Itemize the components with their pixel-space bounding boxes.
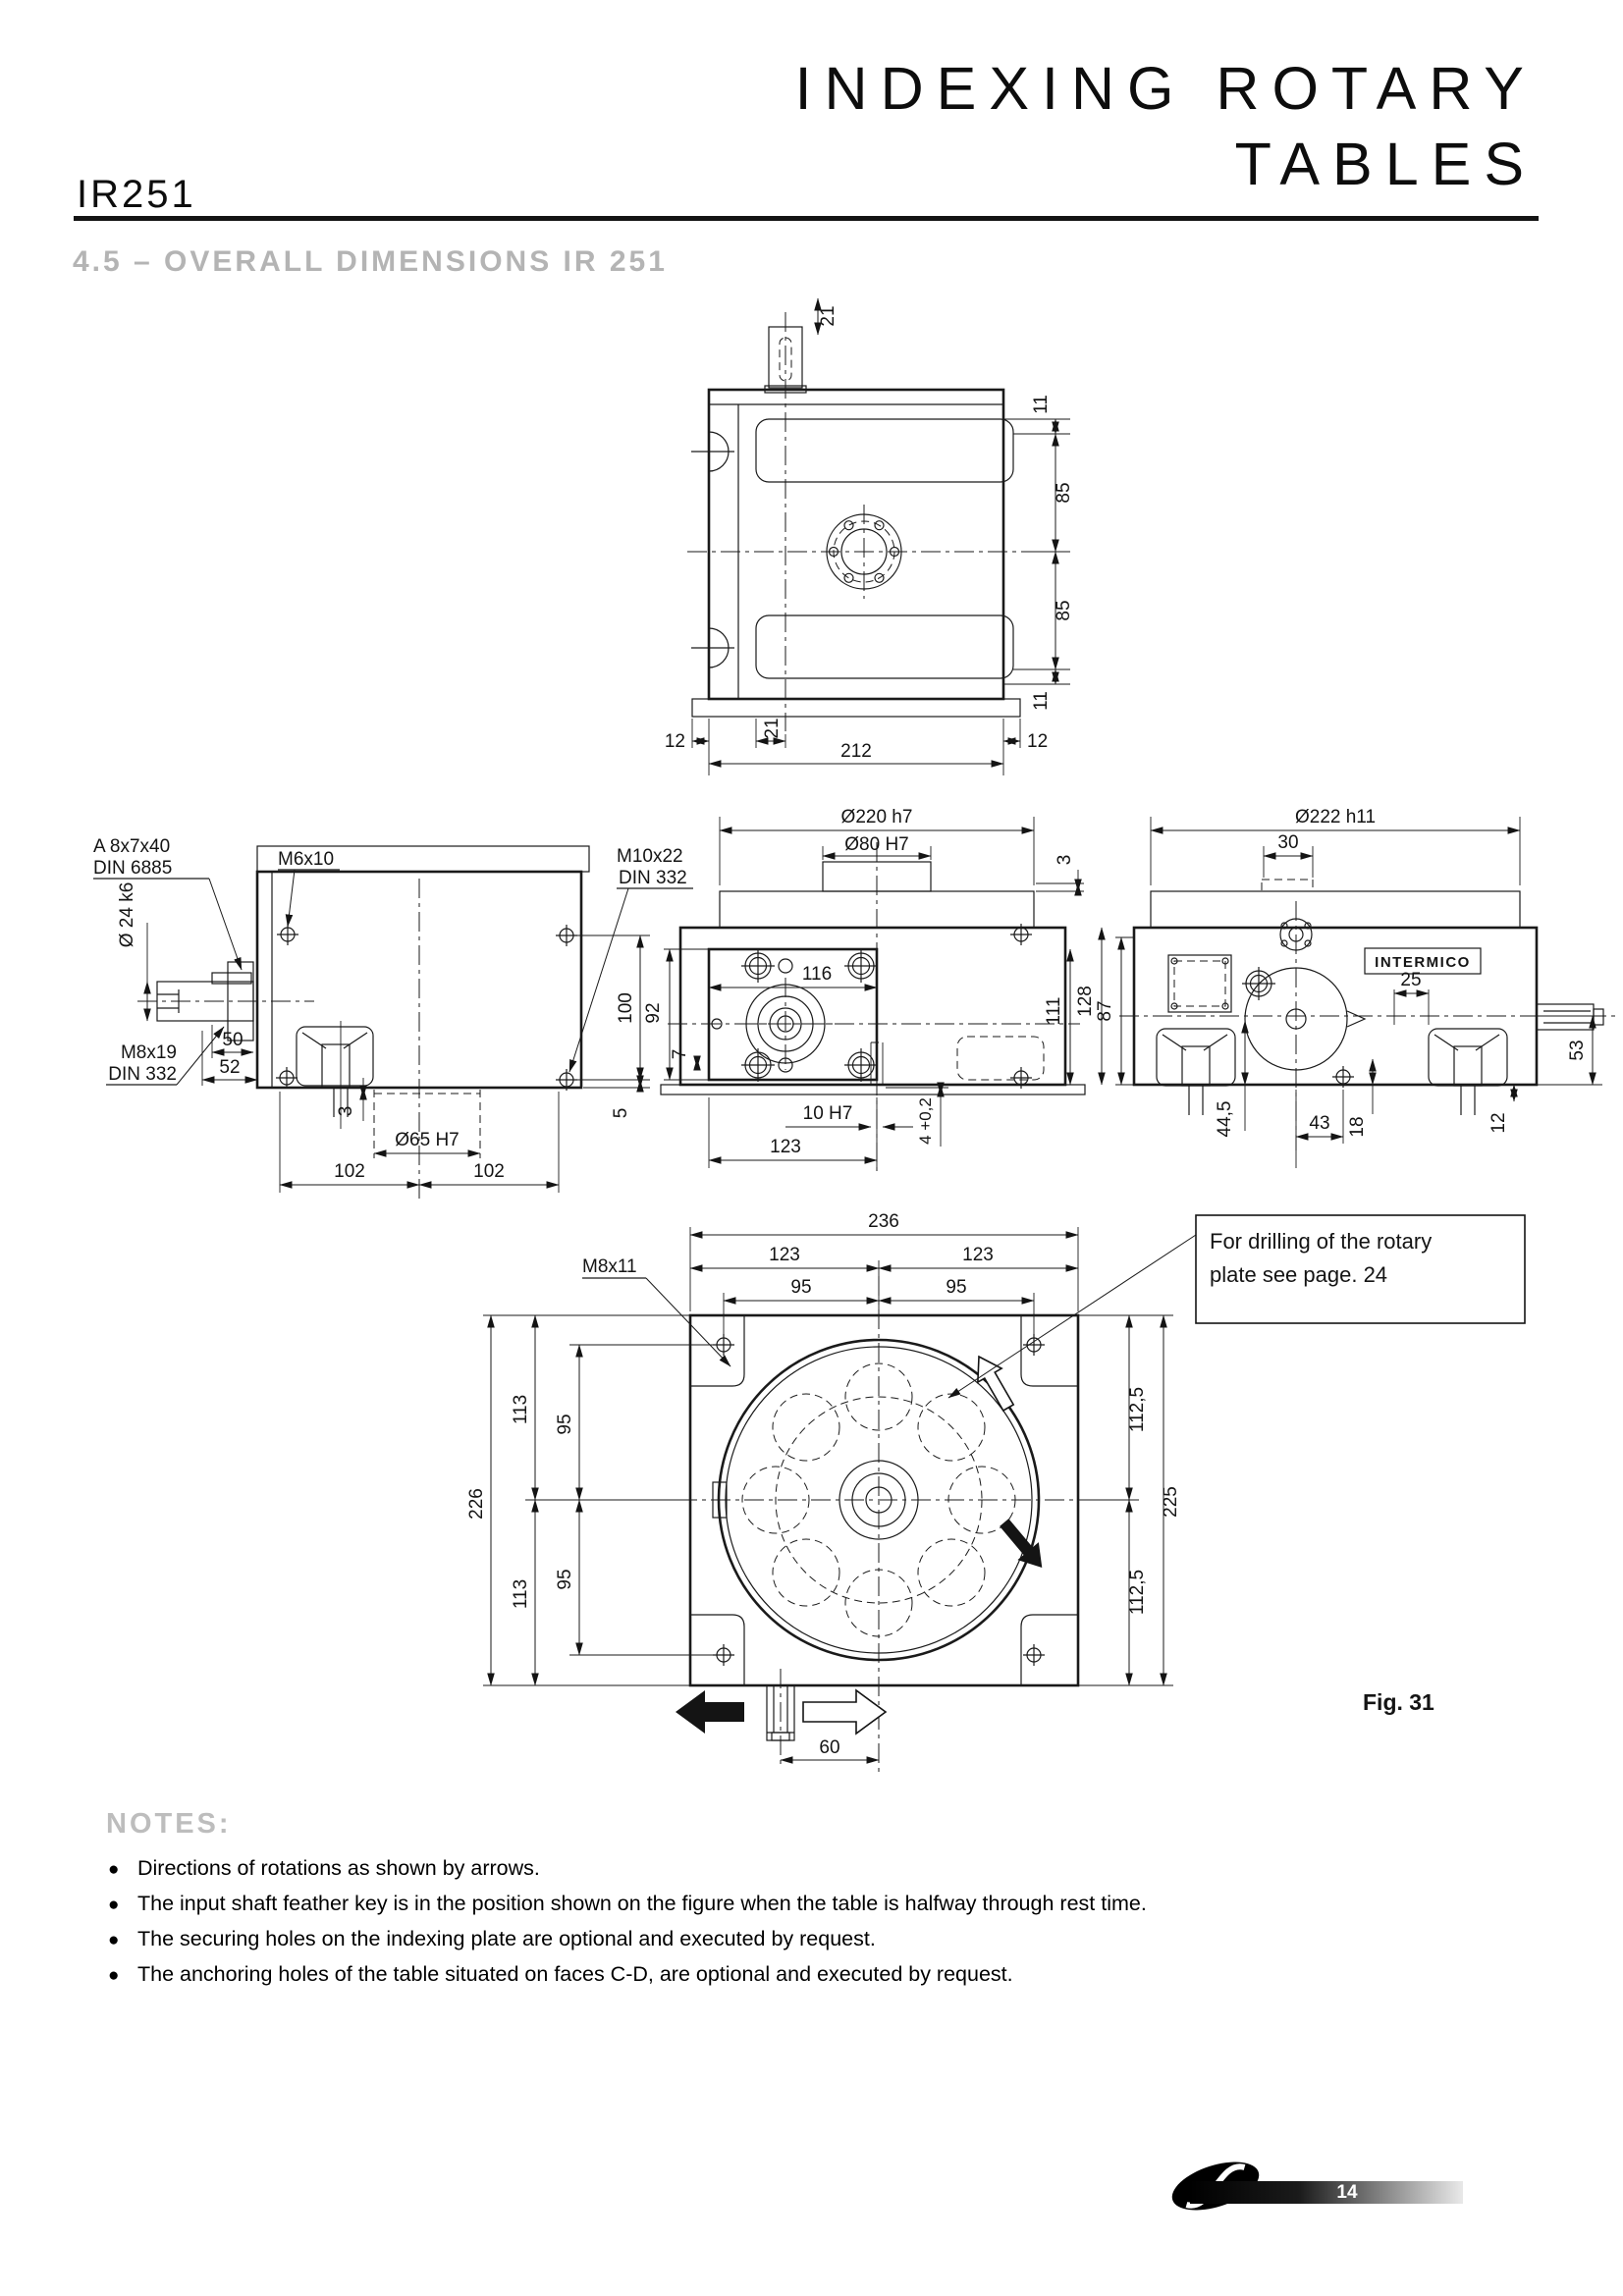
dim-label: 112,5: [1127, 1386, 1148, 1433]
thread-label: M10x22: [617, 846, 683, 867]
top-view: [665, 298, 1074, 775]
plate-view: [466, 1211, 1525, 1772]
dim-label: 111: [1044, 996, 1064, 1026]
dim-label: 5: [611, 1107, 631, 1119]
dim-label: 3: [1055, 854, 1075, 866]
screw-hole: [276, 1067, 298, 1089]
dim-label: Ø 24 k6: [117, 881, 137, 948]
notes-heading: NOTES:: [106, 1808, 232, 1840]
dim-label: 102: [473, 1161, 505, 1182]
dim-label: 53: [1567, 1040, 1588, 1061]
dim-label: 21: [818, 305, 839, 327]
dim-label: 100: [616, 992, 636, 1024]
dim-label: 52: [219, 1057, 241, 1078]
dim-label: 113: [511, 1394, 531, 1425]
dim-label: 12: [664, 731, 685, 752]
dim-label: 10 H7: [802, 1103, 853, 1124]
dim-label: Ø222 h11: [1294, 807, 1377, 828]
note-text: Directions of rotations as shown by arrows.: [137, 1856, 540, 1880]
dim-label: 11: [1031, 395, 1052, 414]
page-number: 14: [1336, 2182, 1358, 2203]
dim-label: 7: [670, 1048, 690, 1060]
dim-label: 212: [840, 741, 872, 762]
dim-label: 18: [1347, 1116, 1368, 1138]
screw-hole: [277, 924, 298, 945]
bolt-hole: [1023, 1644, 1045, 1666]
dim-label: Ø80 H7: [844, 834, 909, 855]
dim-label: 92: [643, 1002, 664, 1024]
thread-label: DIN 6885: [93, 858, 173, 879]
note-text: The anchoring holes of the table situated on faces C-D, are optional and executed by request.: [137, 1962, 1013, 1986]
dim-label: 12: [1488, 1112, 1509, 1134]
dim-label: 85: [1054, 600, 1074, 621]
note-item: [108, 1927, 1481, 1951]
callout-text-line1: For drilling of the rotary: [1210, 1229, 1433, 1254]
dim-label: 123: [769, 1245, 800, 1265]
dim-label: 95: [946, 1277, 967, 1298]
thread-label: M8x11: [582, 1256, 637, 1277]
thread-label: DIN 332: [108, 1064, 177, 1085]
dim-label: 113: [511, 1578, 531, 1610]
thread-label: M8x19: [120, 1042, 177, 1063]
direction-arrow-left: [676, 1690, 744, 1734]
dim-label: 25: [1400, 970, 1422, 990]
doc-title-line1: INDEXING ROTARY: [794, 55, 1537, 122]
bullet-icon: ●: [108, 1895, 120, 1915]
dim-label: 123: [962, 1245, 994, 1265]
screw-hole: [556, 925, 577, 946]
dim-label: 4 +0,2: [916, 1097, 935, 1145]
note-item: [108, 1892, 1481, 1916]
callout-text-line2: plate see page. 24: [1210, 1262, 1388, 1287]
model-code: IR251: [77, 173, 196, 216]
figure-caption: Fig. 31: [1363, 1689, 1434, 1715]
dim-label: 225: [1161, 1486, 1181, 1518]
rotation-arrow-ccw: [967, 1350, 1020, 1415]
dim-label: 112,5: [1127, 1569, 1148, 1616]
dim-label: Ø65 H7: [395, 1130, 460, 1150]
side-view: [93, 836, 650, 1202]
dim-label: 43: [1309, 1113, 1330, 1134]
dim-label: 226: [466, 1488, 487, 1520]
technical-drawing: [0, 294, 1623, 1782]
dim-label: 50: [222, 1030, 243, 1050]
bullet-icon: ●: [108, 1930, 120, 1950]
dim-label: 3: [336, 1105, 356, 1117]
dim-label: 95: [555, 1414, 575, 1435]
section-title: 4.5 – OVERALL DIMENSIONS IR 251: [73, 245, 668, 278]
notes-list: [108, 1856, 1481, 1987]
dim-label: 11: [1031, 691, 1052, 711]
intermico-logo-text: INTERMICO: [1375, 954, 1471, 971]
dim-label: 30: [1277, 832, 1299, 853]
bolt-hole: [713, 1644, 734, 1666]
note-item: [108, 1962, 1481, 1987]
screw-hole: [844, 949, 878, 983]
note-text: The input shaft feather key is in the position shown on the figure when the table is halfway through rest time.: [137, 1892, 1147, 1915]
bullet-icon: ●: [108, 1965, 120, 1986]
document-title: [491, 51, 1537, 202]
dim-label: 236: [868, 1211, 899, 1232]
note-text: The securing holes on the indexing plate are optional and executed by request.: [137, 1927, 876, 1950]
header-rule: [74, 216, 1539, 221]
front-view: [569, 807, 1102, 1173]
screw-hole: [741, 1048, 775, 1082]
dim-label: 123: [770, 1137, 801, 1157]
dim-label: 87: [1095, 1000, 1115, 1022]
bolt-hole: [1023, 1334, 1045, 1356]
dim-label: 95: [790, 1277, 812, 1298]
note-item: [108, 1856, 1481, 1881]
dim-label: 44,5: [1215, 1100, 1235, 1138]
dim-label: 12: [1027, 731, 1049, 752]
rear-view: [1095, 807, 1618, 1168]
thread-label: A 8x7x40: [93, 836, 171, 857]
thread-label: DIN 332: [619, 868, 687, 888]
dim-label: 102: [334, 1161, 365, 1182]
dim-label: 116: [801, 964, 833, 985]
dim-label: 85: [1054, 482, 1074, 504]
bullet-icon: ●: [108, 1859, 120, 1880]
screw-hole: [741, 949, 775, 983]
dim-label: Ø220 h7: [840, 807, 913, 828]
screw-hole: [844, 1048, 878, 1082]
thread-label: M6x10: [278, 849, 335, 870]
dim-label: 128: [1075, 986, 1096, 1017]
bolt-hole: [713, 1334, 734, 1356]
dim-label: 21: [762, 718, 783, 739]
direction-arrow-right: [803, 1690, 886, 1734]
doc-title-line2: TABLES: [1234, 131, 1537, 197]
notes-section: [106, 1808, 1481, 1998]
dim-label: 95: [555, 1569, 575, 1590]
dim-label: 60: [819, 1737, 840, 1758]
